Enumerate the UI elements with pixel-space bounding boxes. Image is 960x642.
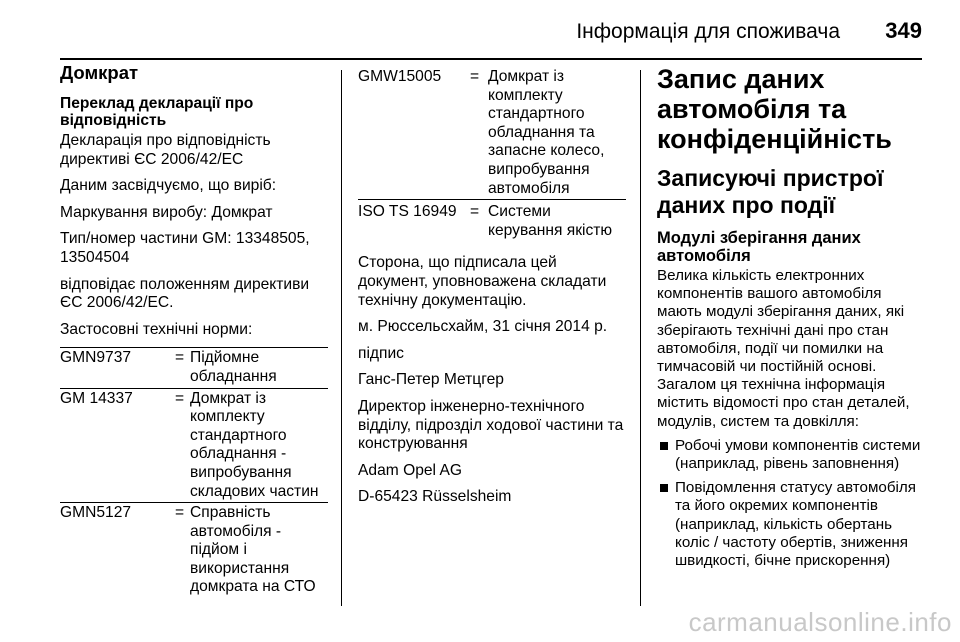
header-title: Інформація для споживача xyxy=(576,20,840,43)
paragraph: Ганс-Петер Метцгер xyxy=(358,371,504,389)
spec-equals: = xyxy=(175,504,185,522)
spec-description: Домкрат із комплекту стандартного обладнання та запасне колесо, випробування автомобіля xyxy=(488,68,605,197)
paragraph: D-65423 Rüsselsheim xyxy=(358,488,512,506)
list-item-text: Повідомлення статусу автомобіля та його окремих компонентів (наприклад, кількість обертань коліс / частоту обертів, зниження швидкості, бічне прискорення) xyxy=(675,479,916,570)
spec-equals: = xyxy=(470,68,480,85)
spec-equals: = xyxy=(175,349,185,367)
paragraph: м. Рюссельсхайм, 31 січня 2014 р. xyxy=(358,318,608,336)
header-rule xyxy=(60,58,922,60)
list-item xyxy=(657,437,929,473)
spec-table-rule xyxy=(60,347,328,348)
spec-table-rule xyxy=(60,502,328,503)
spec-code: GMW15005 xyxy=(358,68,442,85)
paragraph: Adam Opel AG xyxy=(358,461,463,479)
paragraph: Декларація про відповідність директиві ЄС 2006/42/ЕС xyxy=(60,132,271,168)
list-item xyxy=(657,479,929,570)
paragraph: відповідає положенням директиви ЄС 2006/42/ЕС. xyxy=(60,275,310,312)
paragraph: Сторона, що підписала цей документ, уповноважена складати технічну документацію. xyxy=(358,254,607,309)
chapter-title: Запис даних автомобіля та конфіденційність xyxy=(657,64,892,154)
subsection-title: Модулі зберігання даних автомобіля xyxy=(657,229,861,265)
paragraph: Тип/номер частини GM: 13348505, 13504504 xyxy=(60,230,310,266)
spec-equals: = xyxy=(470,203,480,221)
bullet-square-icon xyxy=(657,479,675,570)
bullet-square-icon xyxy=(657,437,675,473)
spec-row xyxy=(60,504,328,597)
spec-table-rule xyxy=(60,388,328,389)
spec-row xyxy=(358,68,626,198)
spec-code: ISO TS 16949 xyxy=(358,203,457,221)
spec-description: Підйомне обладнання xyxy=(190,349,277,385)
declaration-subtitle: Переклад декларації про відповідність xyxy=(60,95,254,129)
column-declaration-continued xyxy=(358,68,626,515)
paragraph: Даним засвідчуємо, що виріб: xyxy=(60,177,277,195)
spec-row xyxy=(60,349,328,386)
paragraph: Маркування виробу: Домкрат xyxy=(60,203,273,221)
spec-table-rule xyxy=(358,199,626,200)
spec-equals: = xyxy=(175,389,185,407)
watermark: carmanualsonline.info xyxy=(688,607,952,637)
spec-code: GMN9737 xyxy=(60,349,132,367)
column-data-recording xyxy=(657,62,929,576)
section-title: Записуючі пристрої даних про події xyxy=(657,165,884,218)
spec-description: Справність автомобіля - підйом і використання домкрата на СТО xyxy=(190,504,316,596)
column-jack xyxy=(60,62,328,597)
spec-row xyxy=(358,203,626,240)
paragraph: Велика кількість електронних компонентів вашого автомобіля мають модулі зберігання даних, які зберігають технічні дані про стан автомобіля, події чи помилки на тимчасовій чи постійній основі. Загалом ця технічна інформація містить відомості про стан деталей, модулів, систем та довкілля: xyxy=(657,267,910,430)
spec-code: GM 14337 xyxy=(60,389,133,407)
section-title-jack: Домкрат xyxy=(60,62,139,83)
spec-row xyxy=(60,390,328,502)
page-number: 349 xyxy=(885,18,922,43)
paragraph: Застосовні технічні норми: xyxy=(60,320,253,338)
column-divider-1 xyxy=(341,70,342,606)
page-header xyxy=(60,16,922,56)
spec-description: Домкрат із комплекту стандартного обладнання - випробування складових частин xyxy=(190,389,319,500)
paragraph: підпис xyxy=(358,344,404,362)
spec-description: Системи керування якістю xyxy=(488,203,613,239)
column-divider-2 xyxy=(640,70,641,606)
list-item-text: Робочі умови компонентів системи (наприклад, рівень заповнення) xyxy=(675,436,921,473)
spec-code: GMN5127 xyxy=(60,504,132,522)
paragraph: Директор інженерно-технічного відділу, підрозділ ходової частини та конструювання xyxy=(358,397,624,453)
